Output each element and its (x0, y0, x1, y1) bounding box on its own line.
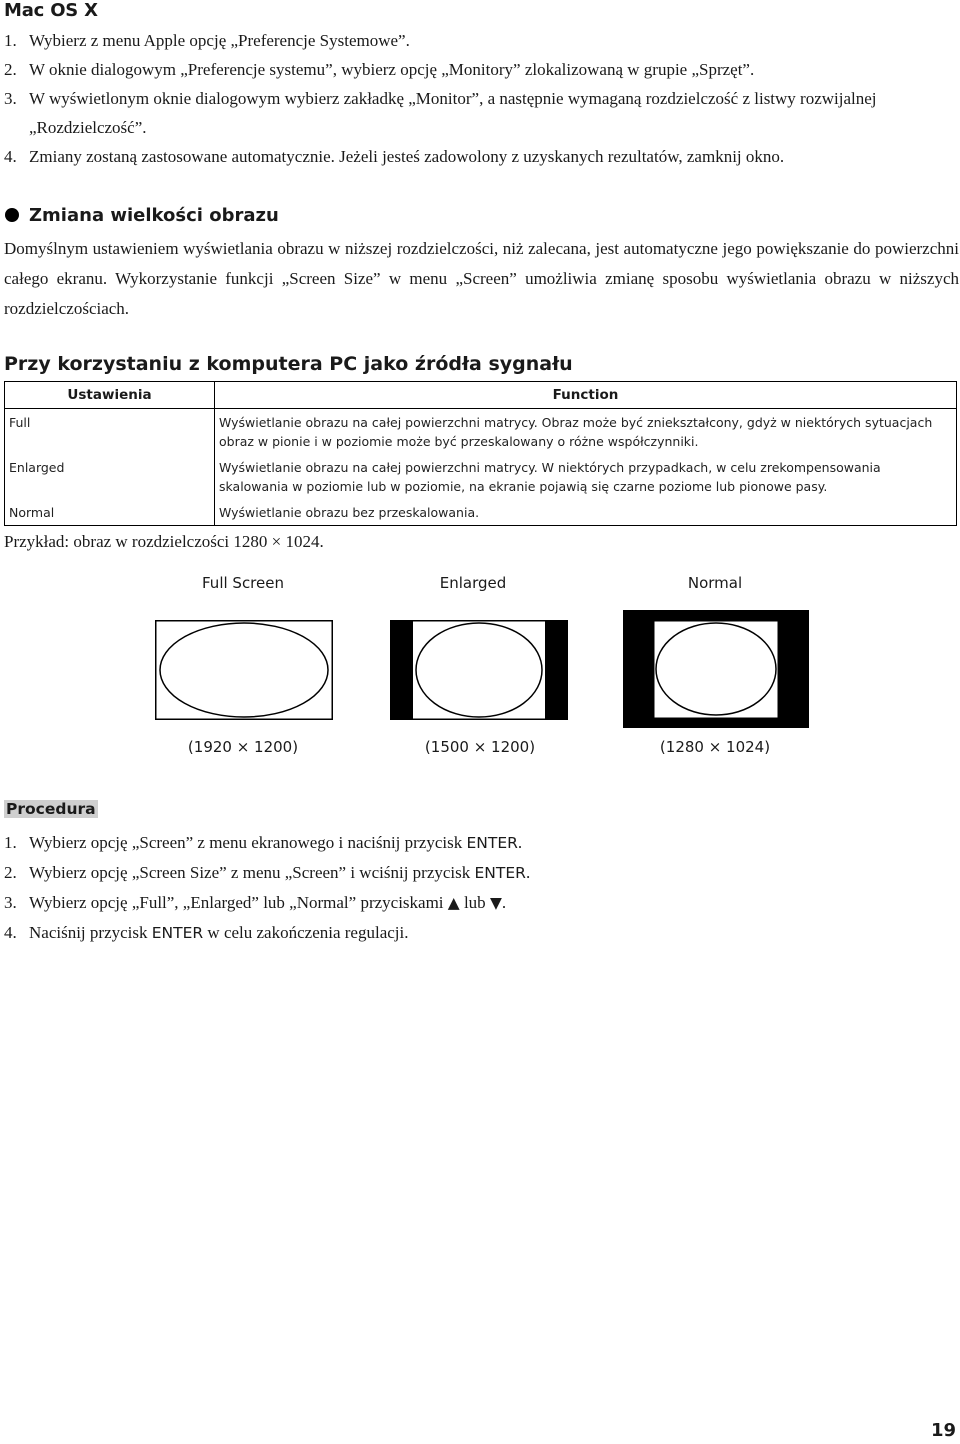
step-text: W wyświetlonym oknie dialogowym wybierz zakładkę „Monitor”, a następnie wymaganą rozdzielczość z listwy rozwijalnej „Rozdzielczość”. (29, 89, 877, 137)
setting-name: Enlarged (5, 454, 215, 499)
step-number: 2. (4, 60, 17, 79)
enter-key-label: ENTER (151, 924, 204, 942)
down-arrow-icon: ▼ (489, 894, 502, 912)
panel-label-full: Full Screen (202, 574, 284, 592)
table-header-row (5, 382, 957, 409)
image-circle (160, 623, 328, 717)
setting-function: Wyświetlanie obrazu na całej powierzchni matrycy. W niektórych przypadkach, w celu zrekompensowania skalowania w poziomie lub w poziomie, na ekranie pojawią się czarne poziome lub pionowe pasy. (219, 460, 881, 494)
step-number: 2. (4, 863, 17, 882)
image-circle (656, 623, 776, 715)
step-text: W oknie dialogowym „Preferencje systemu”, wybierz opcję „Monitory” zlokalizowaną w grupie „Sprzęt”. (29, 60, 755, 79)
mac-steps-list (4, 26, 954, 171)
table-header-function: Function (215, 382, 957, 409)
list-item (4, 828, 954, 858)
step-text-end: . (525, 863, 531, 882)
bullet-icon (5, 208, 19, 222)
step-text: Wybierz opcję „Screen” z menu ekranowego i naciśnij przycisk (29, 833, 467, 852)
list-item (4, 918, 954, 948)
step-number: 4. (4, 147, 17, 166)
panel-label-normal: Normal (687, 574, 743, 592)
list-item (4, 84, 954, 142)
list-item (4, 55, 954, 84)
table-row (5, 499, 957, 526)
step-text: Naciśnij przycisk (29, 923, 152, 942)
section-paragraph: Domyślnym ustawieniem wyświetlania obrazu w niższej rozdzielczości, niż zalecana, jest automatyczne jego powiększanie do powierzchni całego ekranu. Wykorzystanie funkcji „Screen Size” w menu „Screen” umożliwia zmianę sposobu wyświetlania obrazu w niższych rozdzielczościach. (4, 239, 959, 318)
example-caption: Przykład: obraz w rozdzielczości 1280 × 1024. (4, 532, 324, 551)
up-arrow-icon: ▲ (447, 894, 460, 912)
step-number: 3. (4, 893, 17, 912)
panel-label-enlarged: Enlarged (439, 574, 507, 592)
enlarged-diagram (390, 620, 568, 720)
step-text: Wybierz opcję „Full”, „Enlarged” lub „Normal” przyciskami (29, 893, 448, 912)
procedure-steps-list (4, 828, 954, 948)
table-header-settings: Ustawienia (5, 382, 215, 409)
setting-name: Full (5, 409, 215, 455)
setting-function: Wyświetlanie obrazu na całej powierzchni matrycy. Obraz może być zniekształcony, gdyż w niektórych sytuacjach obraz w pionie i w poziomie może być przeskalowany o różne współczynniki. (219, 415, 933, 449)
panel-resolution-normal: (1280 × 1024) (659, 738, 771, 756)
enter-key-label: ENTER (466, 834, 518, 852)
step-number: 4. (4, 923, 17, 942)
procedure-heading: Procedura (6, 800, 96, 818)
section-heading-resize (5, 205, 279, 226)
step-text-end: . (501, 893, 507, 912)
normal-diagram (623, 610, 809, 728)
list-item (4, 26, 954, 55)
black-bar-left (390, 620, 413, 720)
setting-name: Normal (5, 499, 215, 526)
page-number: 19 (930, 1420, 956, 1441)
setting-function: Wyświetlanie obrazu bez przeskalowania. (219, 505, 480, 520)
panel-resolution-enlarged: (1500 × 1200) (424, 738, 536, 756)
step-text-end: w celu zakończenia regulacji. (203, 923, 409, 942)
step-text: Wybierz opcję „Screen Size” z menu „Screen” i wciśnij przycisk (29, 863, 475, 882)
step-number: 1. (4, 31, 17, 50)
list-item (4, 142, 954, 171)
table-row (5, 454, 957, 499)
image-circle (416, 623, 542, 717)
step-text: Wybierz z menu Apple opcję „Preferencje Systemowe”. (29, 31, 410, 50)
table-row (5, 409, 957, 455)
section-heading-text: Zmiana wielkości obrazu (29, 205, 279, 226)
settings-table (4, 381, 957, 526)
enter-key-label: ENTER (474, 864, 526, 882)
pc-heading: Przy korzystaniu z komputera PC jako źródła sygnału (4, 353, 573, 375)
list-item (4, 888, 954, 918)
step-text-middle: lub (459, 893, 490, 912)
step-text: Zmiany zostaną zastosowane automatycznie. Jeżeli jesteś zadowolony z uzyskanych rezultatów, zamknij okno. (29, 147, 785, 166)
step-text-end: . (517, 833, 523, 852)
step-number: 1. (4, 833, 17, 852)
list-item (4, 858, 954, 888)
panel-resolution-full: (1920 × 1200) (187, 738, 299, 756)
full-screen-diagram (155, 620, 333, 720)
section-heading-mac: Mac OS X (4, 0, 98, 21)
black-bar-right (545, 620, 568, 720)
step-number: 3. (4, 89, 17, 108)
